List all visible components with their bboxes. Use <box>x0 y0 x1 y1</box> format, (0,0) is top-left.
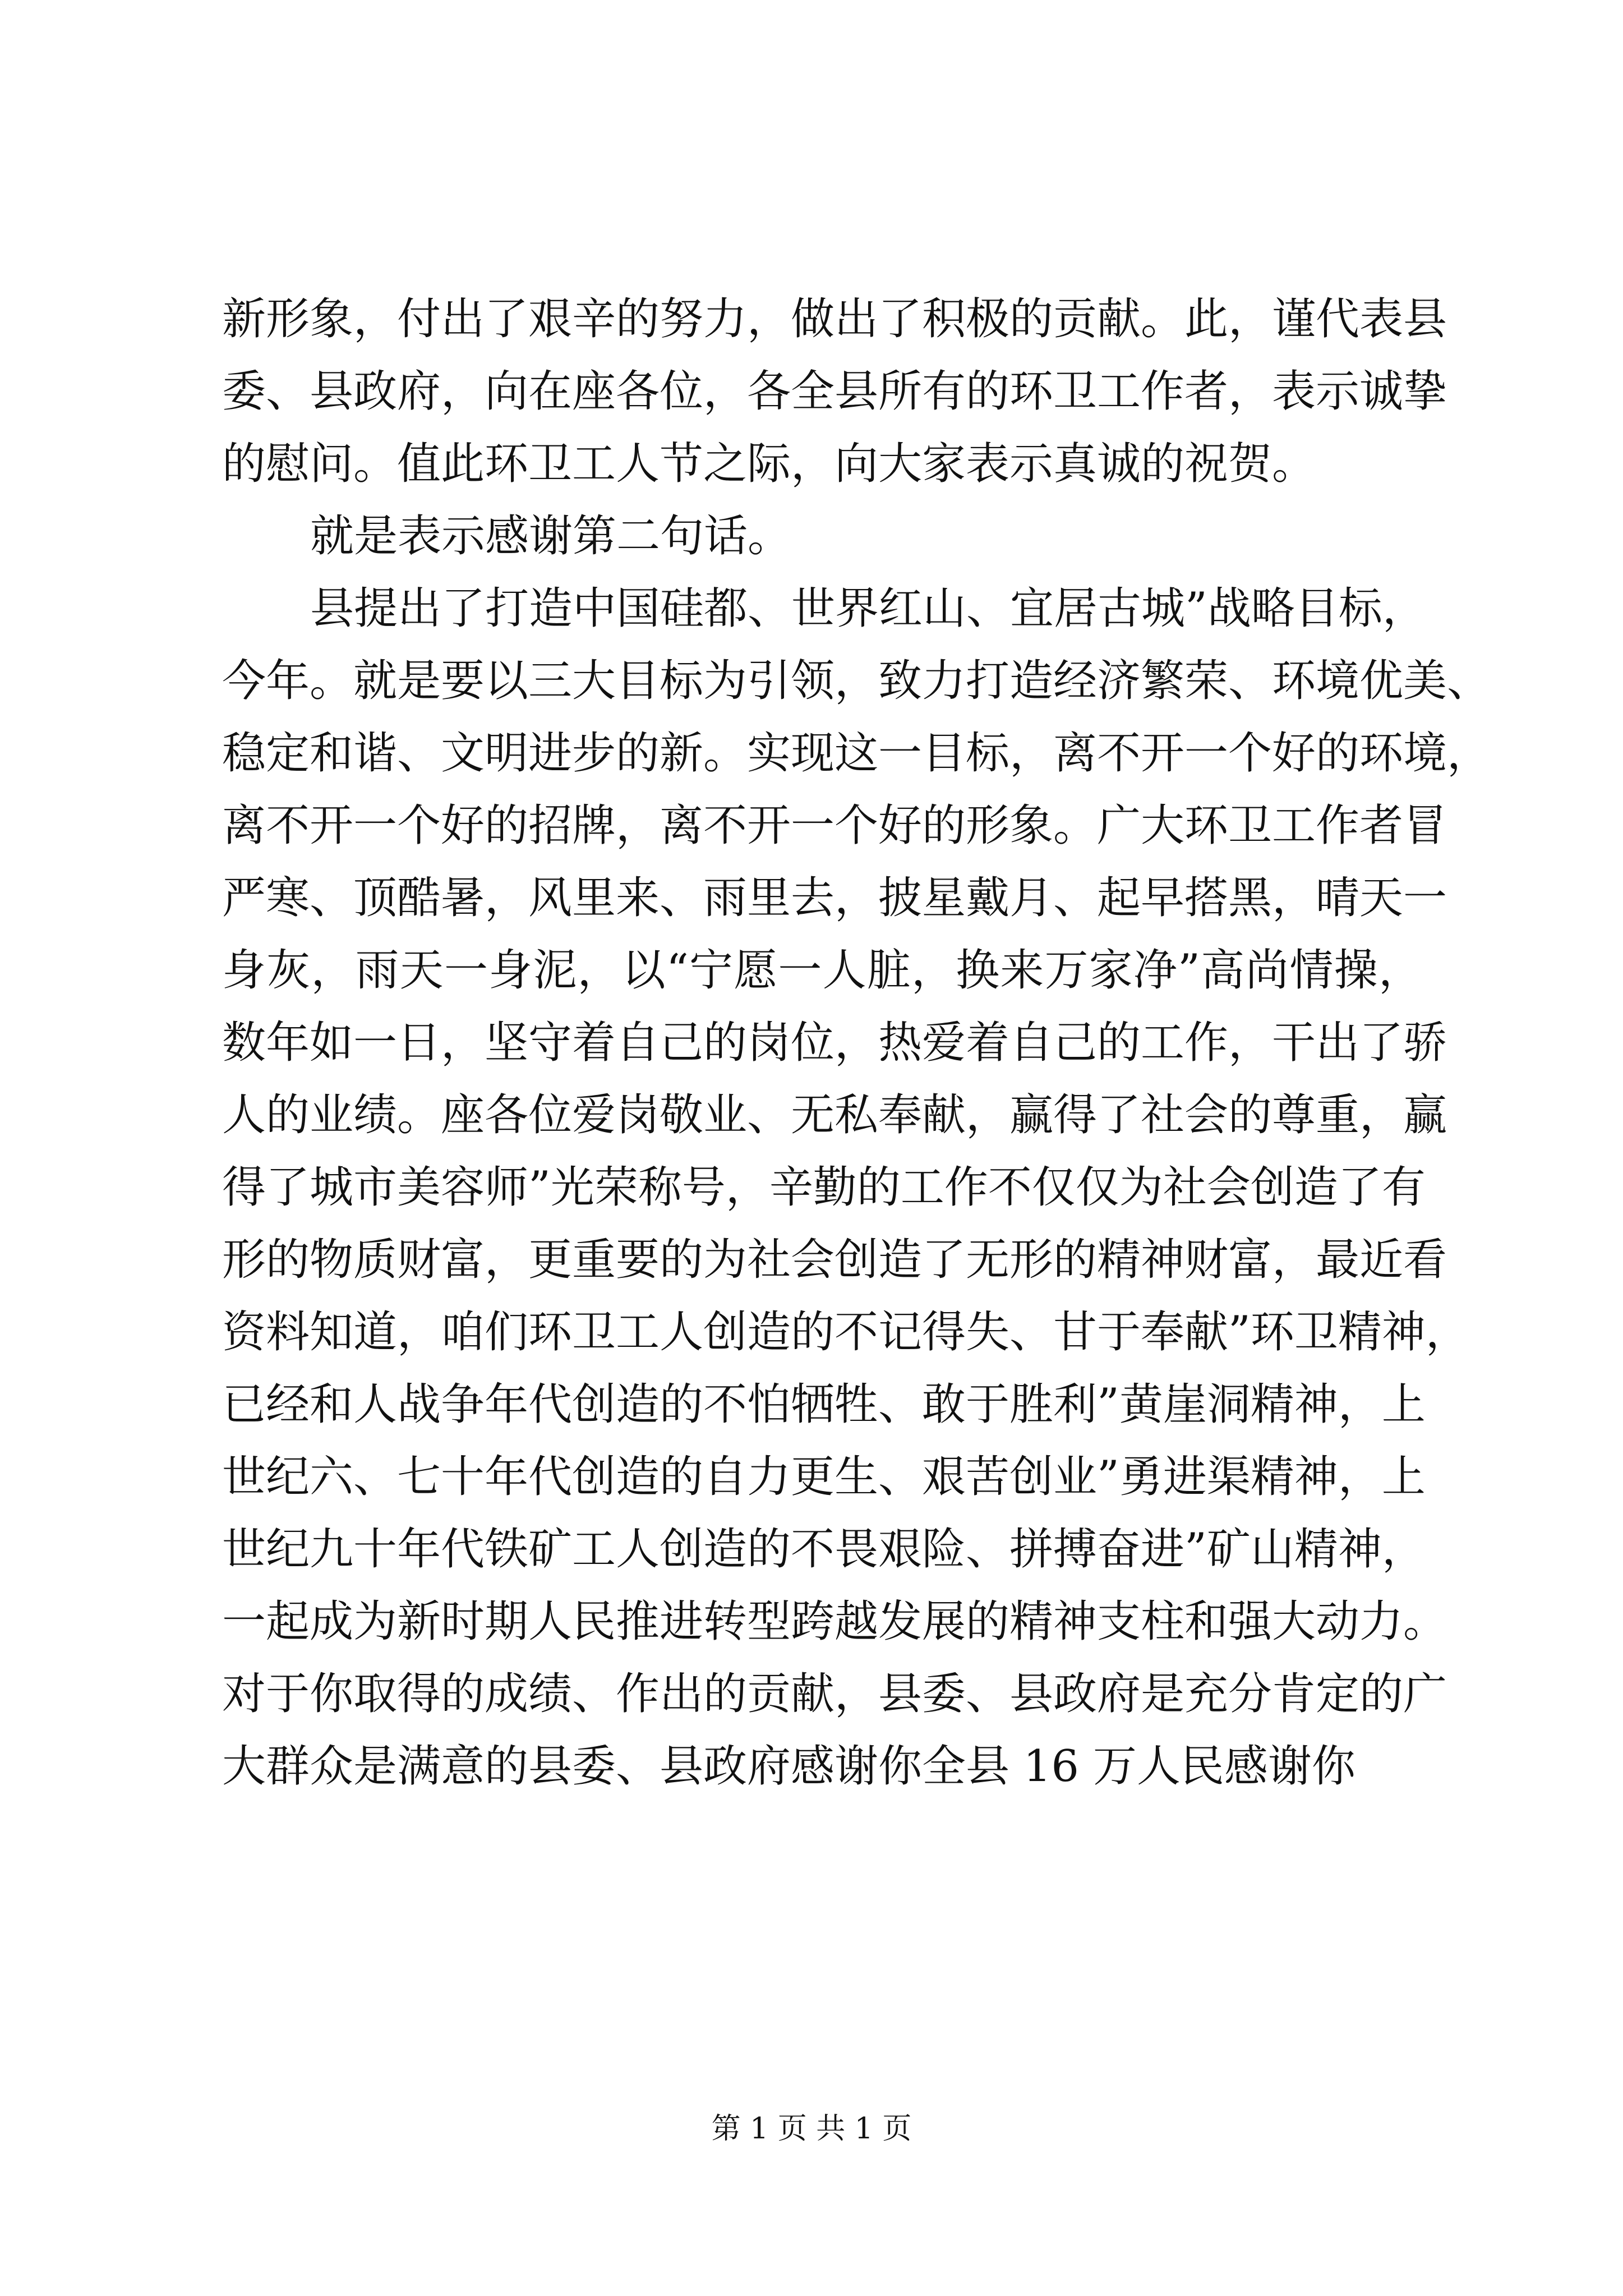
paragraph-line: 严寒、顶酷暑，风里来、雨里去，披星戴月、起早搭黑，晴天一 <box>222 873 1447 923</box>
page-footer <box>0 2109 1623 2148</box>
paragraph-line: 新形象，付出了艰辛的努力，做出了积极的贡献。此，谨代表县 <box>222 294 1447 344</box>
paragraph-line: 身灰，雨天一身泥，以“宁愿一人脏，换来万家净”高尚情操， <box>222 945 1422 996</box>
paragraph-line: 今年。就是要以三大目标为引领，致力打造经济繁荣、环境优美、 <box>222 656 1491 706</box>
document-body <box>222 283 1491 1803</box>
paragraph-line: 人的业绩。座各位爱岗敬业、无私奉献，赢得了社会的尊重，赢 <box>222 1090 1447 1140</box>
paragraph-line: 稳定和谐、文明进步的新。实现这一目标，离不开一个好的环境， <box>222 728 1491 779</box>
paragraph-line: 形的物质财富，更重要的为社会创造了无形的精神财富，最近看 <box>222 1235 1447 1285</box>
paragraph-line: 的慰问。值此环卫工人节之际，向大家表示真诚的祝贺。 <box>222 439 1316 489</box>
paragraph-line: 对于你取得的成绩、作出的贡献，县委、县政府是充分肯定的广 <box>222 1669 1447 1719</box>
paragraph-line: 就是表示感谢第二句话。 <box>310 511 792 562</box>
paragraph-line: 资料知道，咱们环卫工人创造的不记得失、甘于奉献”环卫精神， <box>222 1307 1469 1358</box>
paragraph-line: 委、县政府，向在座各位，各全县所有的环卫工作者，表示诚挚 <box>222 366 1447 417</box>
paragraph-line: 数年如一日，坚守着自己的岗位，热爱着自己的工作，干出了骄 <box>222 1018 1447 1068</box>
paragraph-line: 已经和人战争年代创造的不怕牺牲、敢于胜利”黄崖洞精神，上 <box>222 1379 1426 1430</box>
paragraph-line: 县提出了打造中国硅都、世界红山、宜居古城”战略目标， <box>310 583 1426 634</box>
paragraph-line: 得了城市美容师”光荣称号，辛勤的工作不仅仅为社会创造了有 <box>222 1162 1426 1213</box>
paragraph-line: 世纪九十年代铁矿工人创造的不畏艰险、拼搏奋进”矿山精神， <box>222 1524 1426 1575</box>
paragraph-line: 一起成为新时期人民推进转型跨越发展的精神支柱和强大动力。 <box>222 1596 1447 1647</box>
paragraph-line: 世纪六、七十年代创造的自力更生、艰苦创业”勇进渠精神，上 <box>222 1452 1426 1502</box>
paragraph-line: 大群众是满意的县委、县政府感谢你全县 16 万人民感谢你 <box>222 1741 1355 1792</box>
paragraph-line: 离不开一个好的招牌，离不开一个好的形象。广大环卫工作者冒 <box>222 800 1447 851</box>
page-number: 第 1 页 共 1 页 <box>711 2112 912 2146</box>
